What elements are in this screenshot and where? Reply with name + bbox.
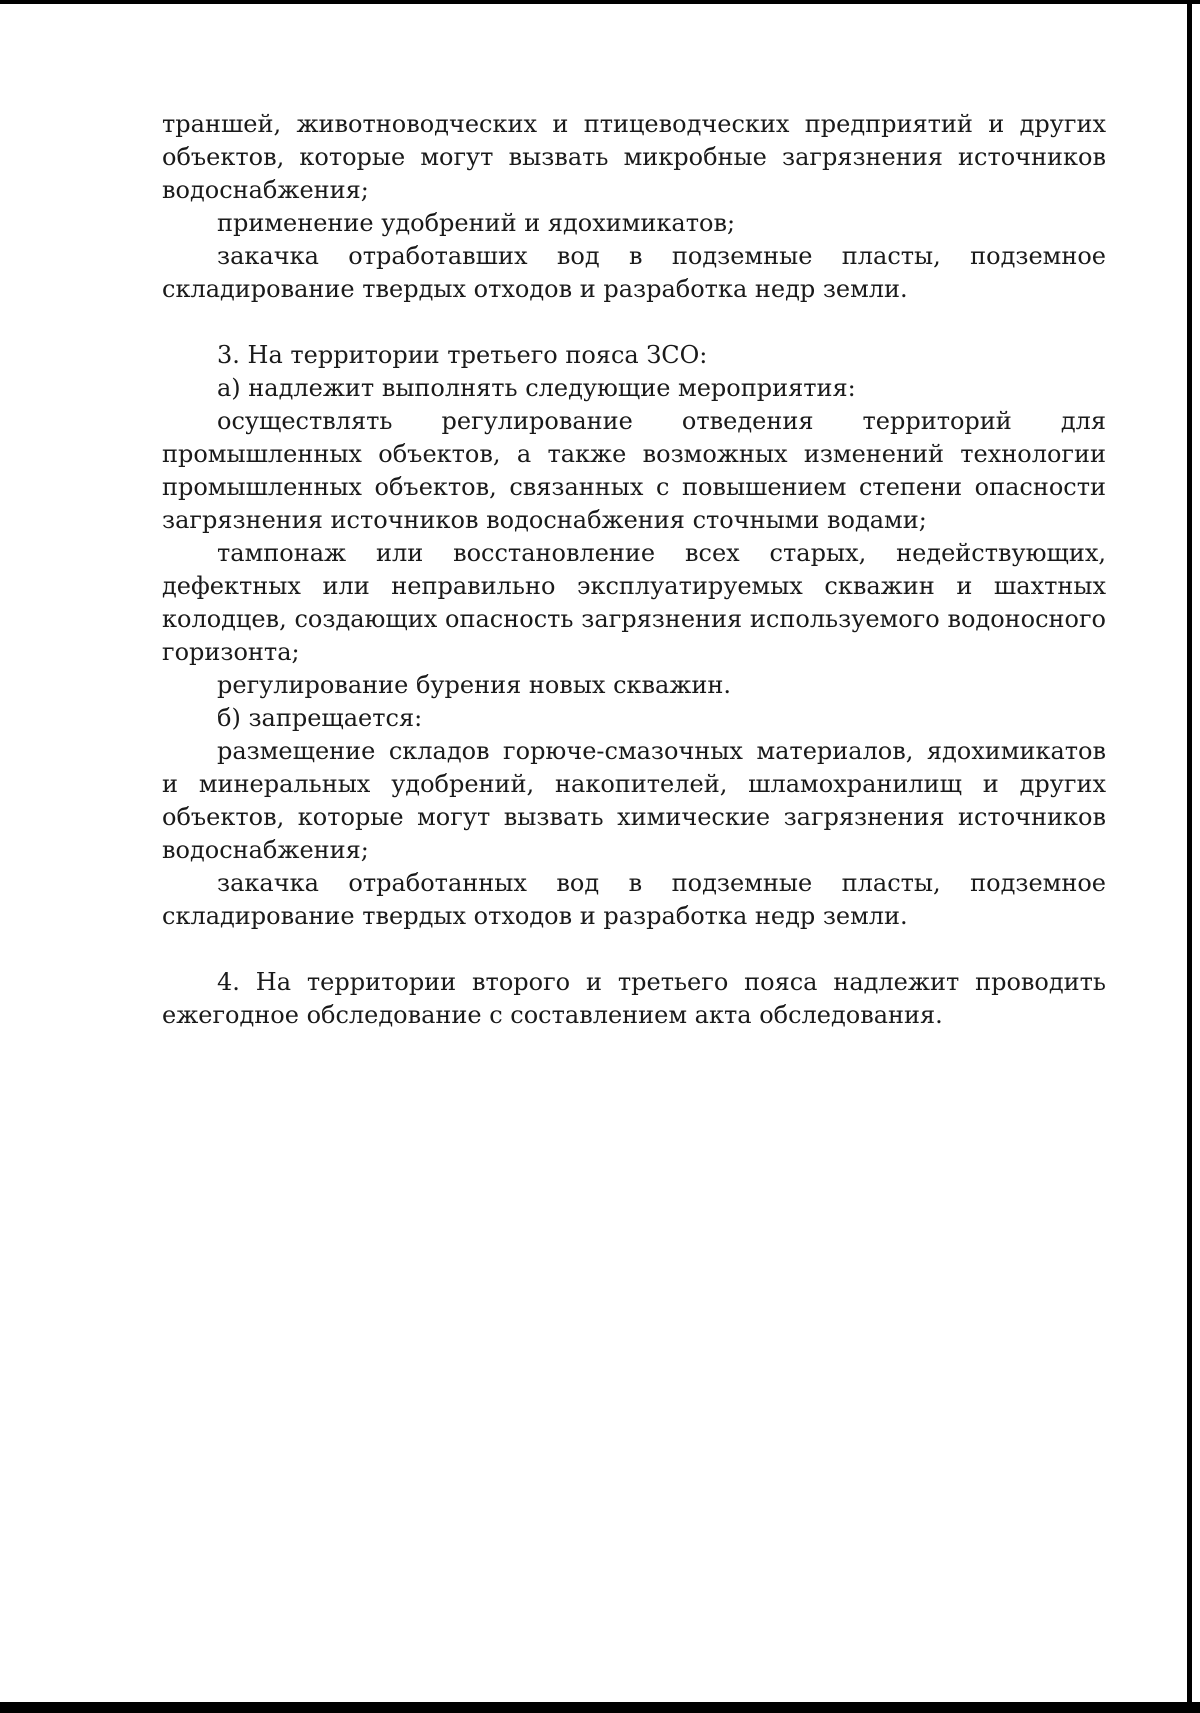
paragraph-tamponage: тампонаж или восстановление всех старых, недействующих, дефектных или неправильно эксплуатируемых скважин и шахтных колодцев, создающих опасность загрязнения используемого водоносного горизонта; <box>162 539 1106 666</box>
paragraph-injection-zone2: закачка отработавших вод в подземные пласты, подземное складирование твердых отходов и разработка недр земли. <box>162 242 1106 303</box>
document-body <box>162 108 1106 1032</box>
section-spacer <box>162 306 1106 339</box>
section-3-heading: 3. На территории третьего пояса ЗСО: <box>217 341 708 369</box>
paragraph-injection-zone3: закачка отработанных вод в подземные пласты, подземное складирование твердых отходов и разработка недр земли. <box>162 869 1106 930</box>
scan-edge-right <box>1187 0 1192 1713</box>
subsection-a: а) надлежит выполнять следующие мероприятия: <box>217 374 856 402</box>
paragraph-drilling: регулирование бурения новых скважин. <box>217 671 732 699</box>
scan-edge-bottom <box>0 1702 1200 1713</box>
scan-edge-top <box>0 0 1200 4</box>
paragraph-storage: размещение складов горюче-смазочных материалов, ядохимикатов и минеральных удобрений, накопителей, шламохранилищ и других объектов, которые могут вызвать химические загрязнения источников водоснабжения; <box>162 737 1106 864</box>
paragraph-continuation: траншей, животноводческих и птицеводческих предприятий и других объектов, которые могут вызвать микробные загрязнения источников водоснабжения; <box>162 110 1106 204</box>
subsection-b: б) запрещается: <box>217 704 423 732</box>
paragraph-fertilizers: применение удобрений и ядохимикатов; <box>217 209 736 237</box>
section-4-paragraph: 4. На территории второго и третьего пояса надлежит проводить ежегодное обследование с составлением акта обследования. <box>162 968 1106 1029</box>
section-spacer <box>162 933 1106 966</box>
paragraph-regulation: осуществлять регулирование отведения территорий для промышленных объектов, а также возможных изменений технологии промышленных объектов, связанных с повышением степени опасности загрязнения источников водоснабжения сточными водами; <box>162 407 1106 534</box>
